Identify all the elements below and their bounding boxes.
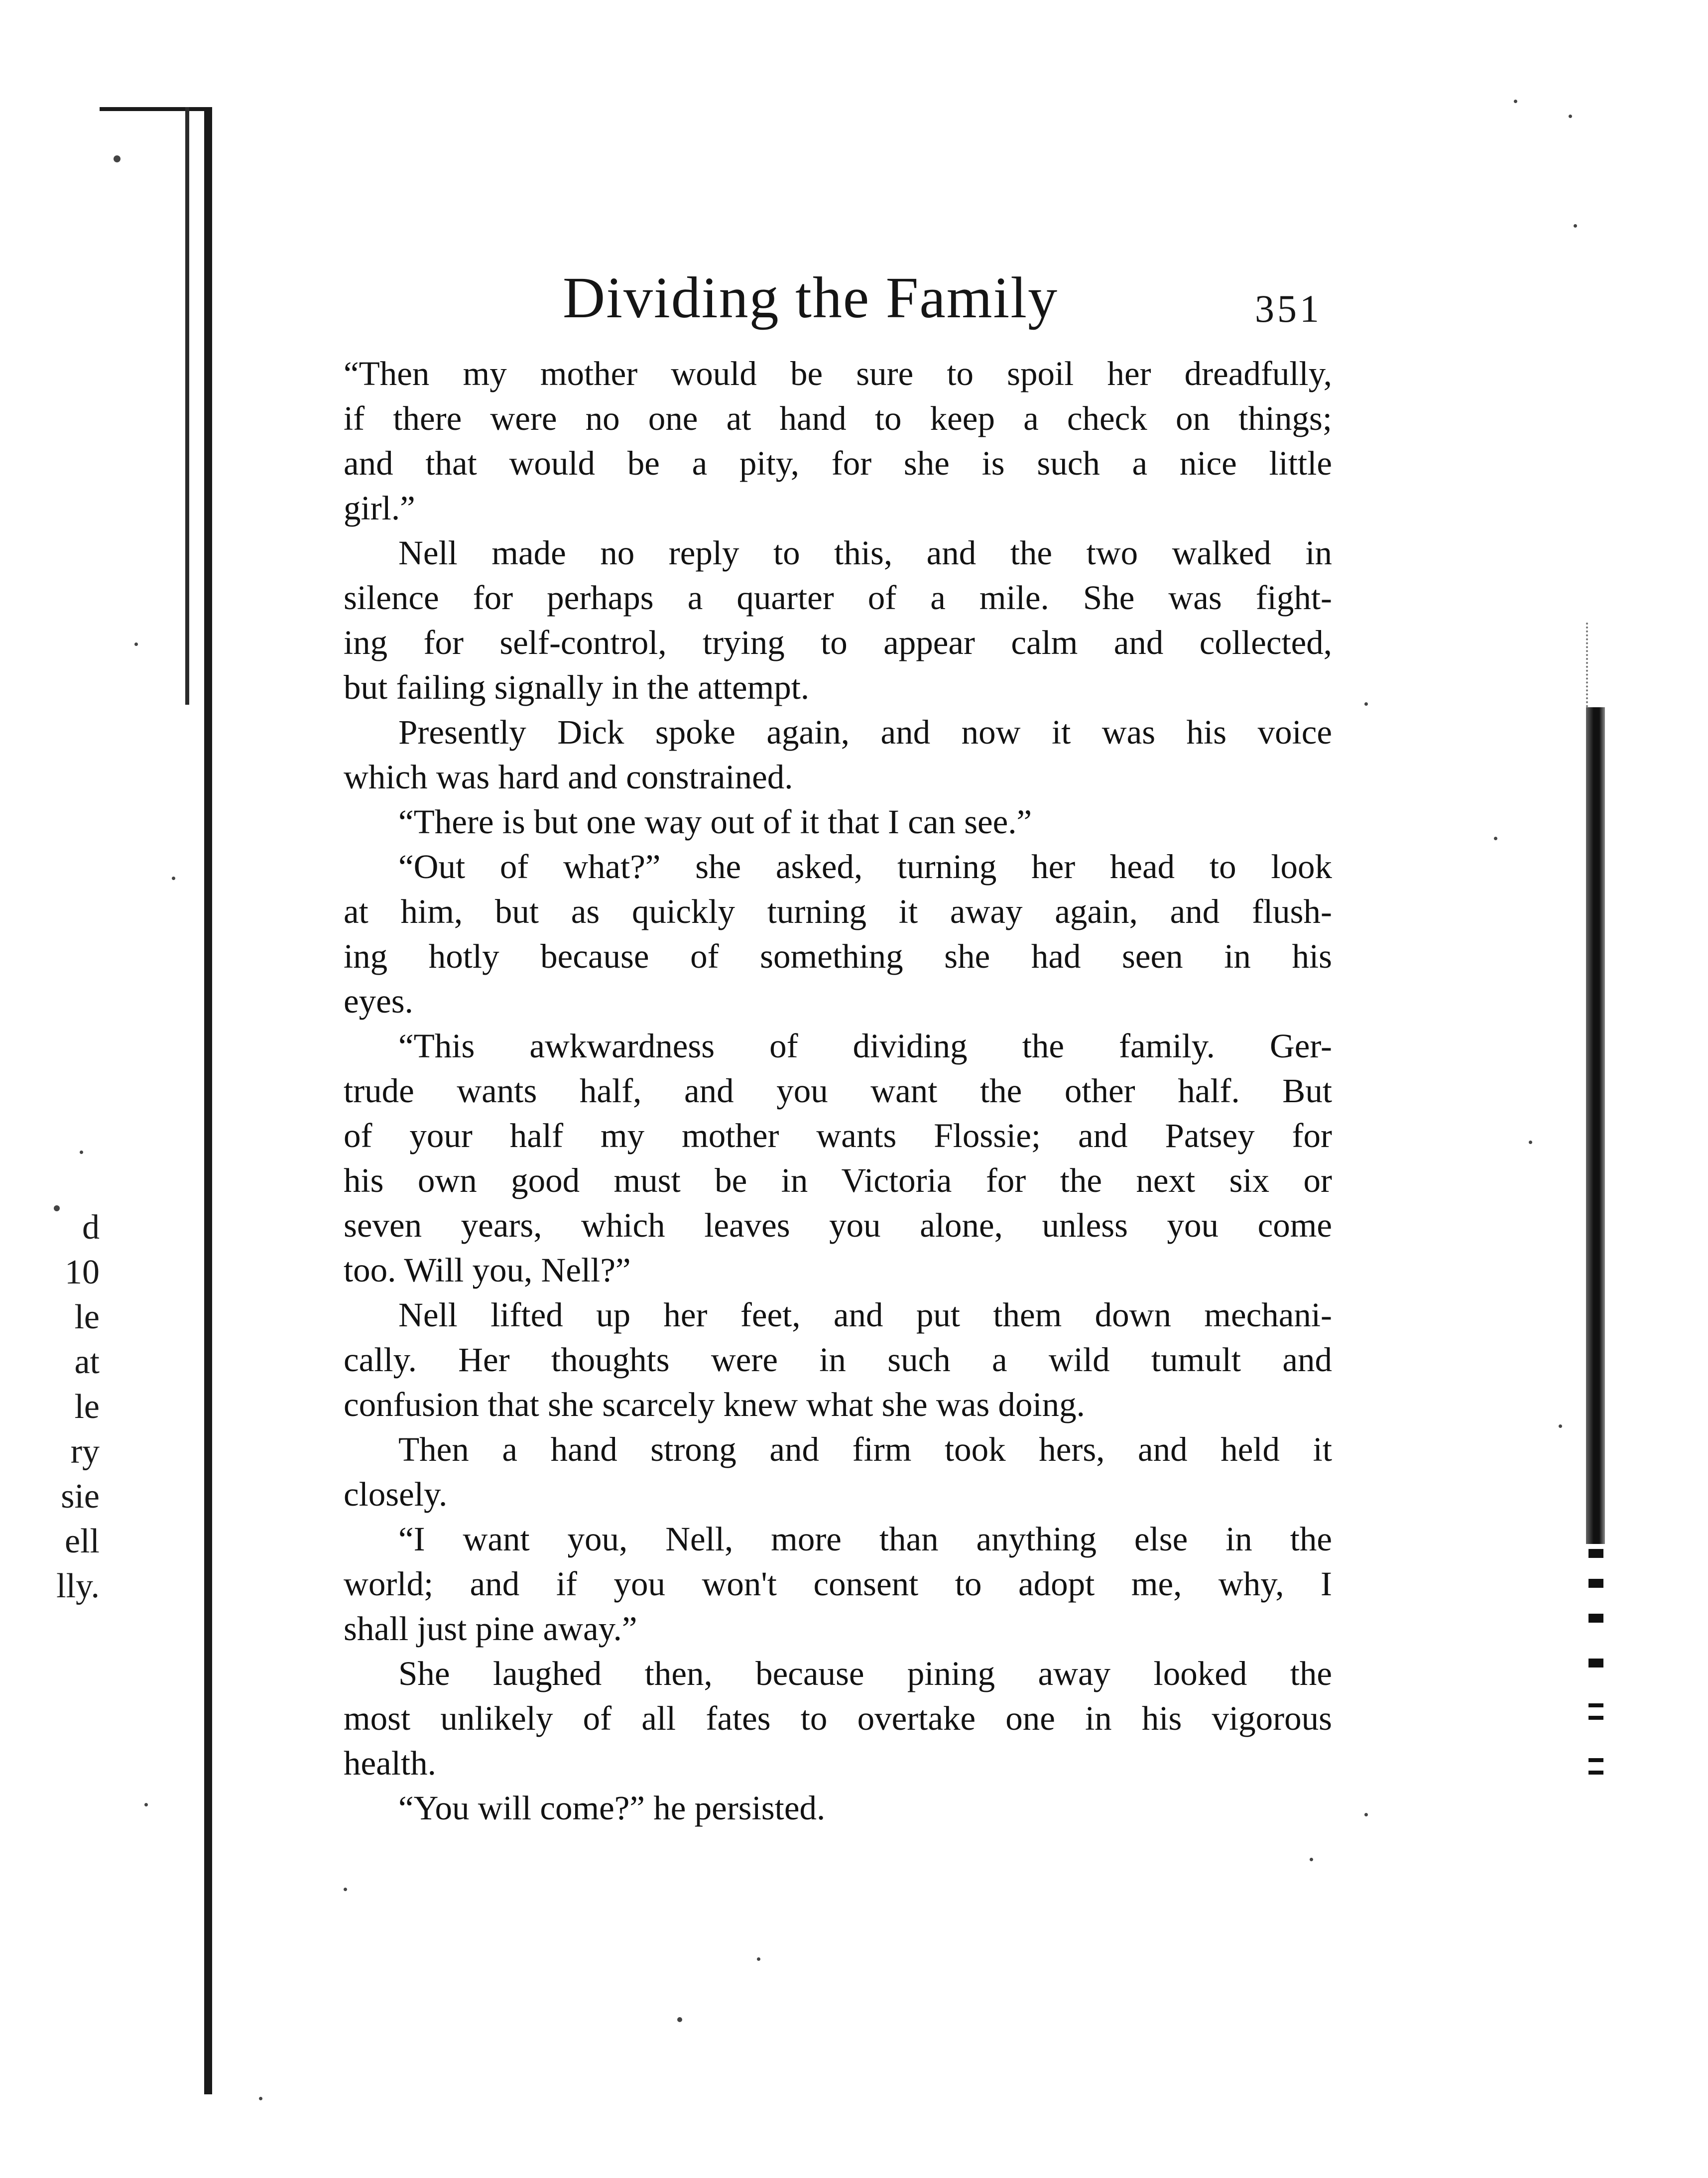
scan-speck [114,155,121,162]
text-line: “I want you, Nell, more than anything else in the [398,1520,1332,1558]
text-line: and that would be a pity, for she is such a nice little [344,444,1332,482]
margin-fragment: ell [65,1522,100,1560]
right-edge-mark [1588,1659,1603,1667]
scan-speck [344,1888,347,1891]
text-line: Then a hand strong and firm took hers, and held it [398,1430,1332,1468]
page-number: 351 [1255,287,1322,330]
text-line: which was hard and constrained. [344,758,793,796]
scan-speck [1364,702,1368,706]
scan-speck [757,1957,760,1961]
margin-fragment: ry [70,1432,100,1471]
text-line: “Then my mother would be sure to spoil her dreadfully, [344,355,1332,392]
body-text [344,351,1332,1830]
margin-fragment: 10 [65,1253,100,1291]
text-line: most unlikely of all fates to overtake one in his vigorous [344,1699,1332,1737]
text-line: but failing signally in the attempt. [344,668,810,706]
text-line: too. Will you, Nell?” [344,1251,631,1289]
scan-speck [172,877,175,880]
text-line: Nell lifted up her feet, and put them down mechani- [398,1296,1332,1334]
scan-speck [134,642,138,646]
text-line: “Out of what?” she asked, turning her head to look [398,848,1332,886]
text-line: if there were no one at hand to keep a check on things; [344,399,1332,437]
text-line: seven years, which leaves you alone, unless you come [344,1206,1332,1244]
scan-speck [1310,1858,1313,1861]
margin-bleed-text [20,1205,100,1609]
right-edge-speckle [1586,623,1593,707]
text-line: ing hotly because of something she had seen in his [344,937,1332,975]
text-line: health. [344,1744,436,1782]
text-line: closely. [344,1475,448,1513]
margin-fragment: d [82,1208,100,1247]
right-edge-shadow [1586,707,1605,1544]
text-line: eyes. [344,982,413,1020]
scan-speck [677,2017,682,2022]
right-edge-mark [1588,1549,1603,1558]
gutter-binding-line [204,107,212,2094]
scan-speck [80,1151,83,1154]
text-line: of your half my mother wants Flossie; and Patsey for [344,1117,1332,1154]
scan-speck [1514,100,1517,103]
text-line: at him, but as quickly turning it away again, and flush- [344,893,1332,930]
text-line: “You will come?” he persisted. [398,1789,826,1827]
text-line: girl.” [344,489,415,527]
text-line: She laughed then, because pining away looked the [398,1655,1332,1692]
text-line: ing for self-control, trying to appear calm and collected, [344,624,1332,661]
text-line: “There is but one way out of it that I can see.” [398,803,1032,841]
text-line: confusion that she scarcely knew what she was doing. [344,1386,1085,1423]
text-line: cally. Her thoughts were in such a wild tumult and [344,1341,1332,1379]
text-line: Presently Dick spoke again, and now it was his voice [398,713,1332,751]
right-edge-mark [1588,1716,1603,1720]
gutter-binding-line-inner [185,107,189,705]
right-edge-mark [1588,1758,1603,1762]
text-line: trude wants half, and you want the other half. But [344,1072,1332,1110]
scan-speck [1569,115,1572,118]
margin-fragment: le [74,1298,100,1336]
running-title: Dividing the Family [563,265,1059,330]
scan-speck [1529,1141,1532,1144]
margin-fragment: lly. [56,1567,100,1605]
scan-speck [1559,1424,1562,1428]
right-edge-mark [1588,1771,1603,1775]
text-line: Nell made no reply to this, and the two walked in [398,534,1332,572]
scan-speck [1574,224,1577,228]
text-line: silence for perhaps a quarter of a mile. She was fight- [344,579,1332,617]
scan-speck [54,1205,60,1211]
right-edge-mark [1588,1614,1603,1623]
scan-speck [259,2097,262,2100]
text-line: his own good must be in Victoria for the next six or [344,1161,1332,1199]
text-line: “This awkwardness of dividing the family. Ger- [398,1027,1332,1065]
right-edge-mark [1588,1579,1603,1588]
scan-speck [1494,837,1497,840]
scan-speck [144,1803,148,1806]
margin-fragment: le [74,1388,100,1426]
right-edge-mark [1588,1703,1603,1707]
margin-fragment: sie [61,1477,100,1516]
scan-speck [1364,1813,1368,1816]
gutter-tick-mark [100,107,209,111]
margin-fragment: at [74,1343,100,1381]
text-line: world; and if you won't consent to adopt me, why, I [344,1565,1332,1603]
text-line: shall just pine away.” [344,1610,637,1648]
